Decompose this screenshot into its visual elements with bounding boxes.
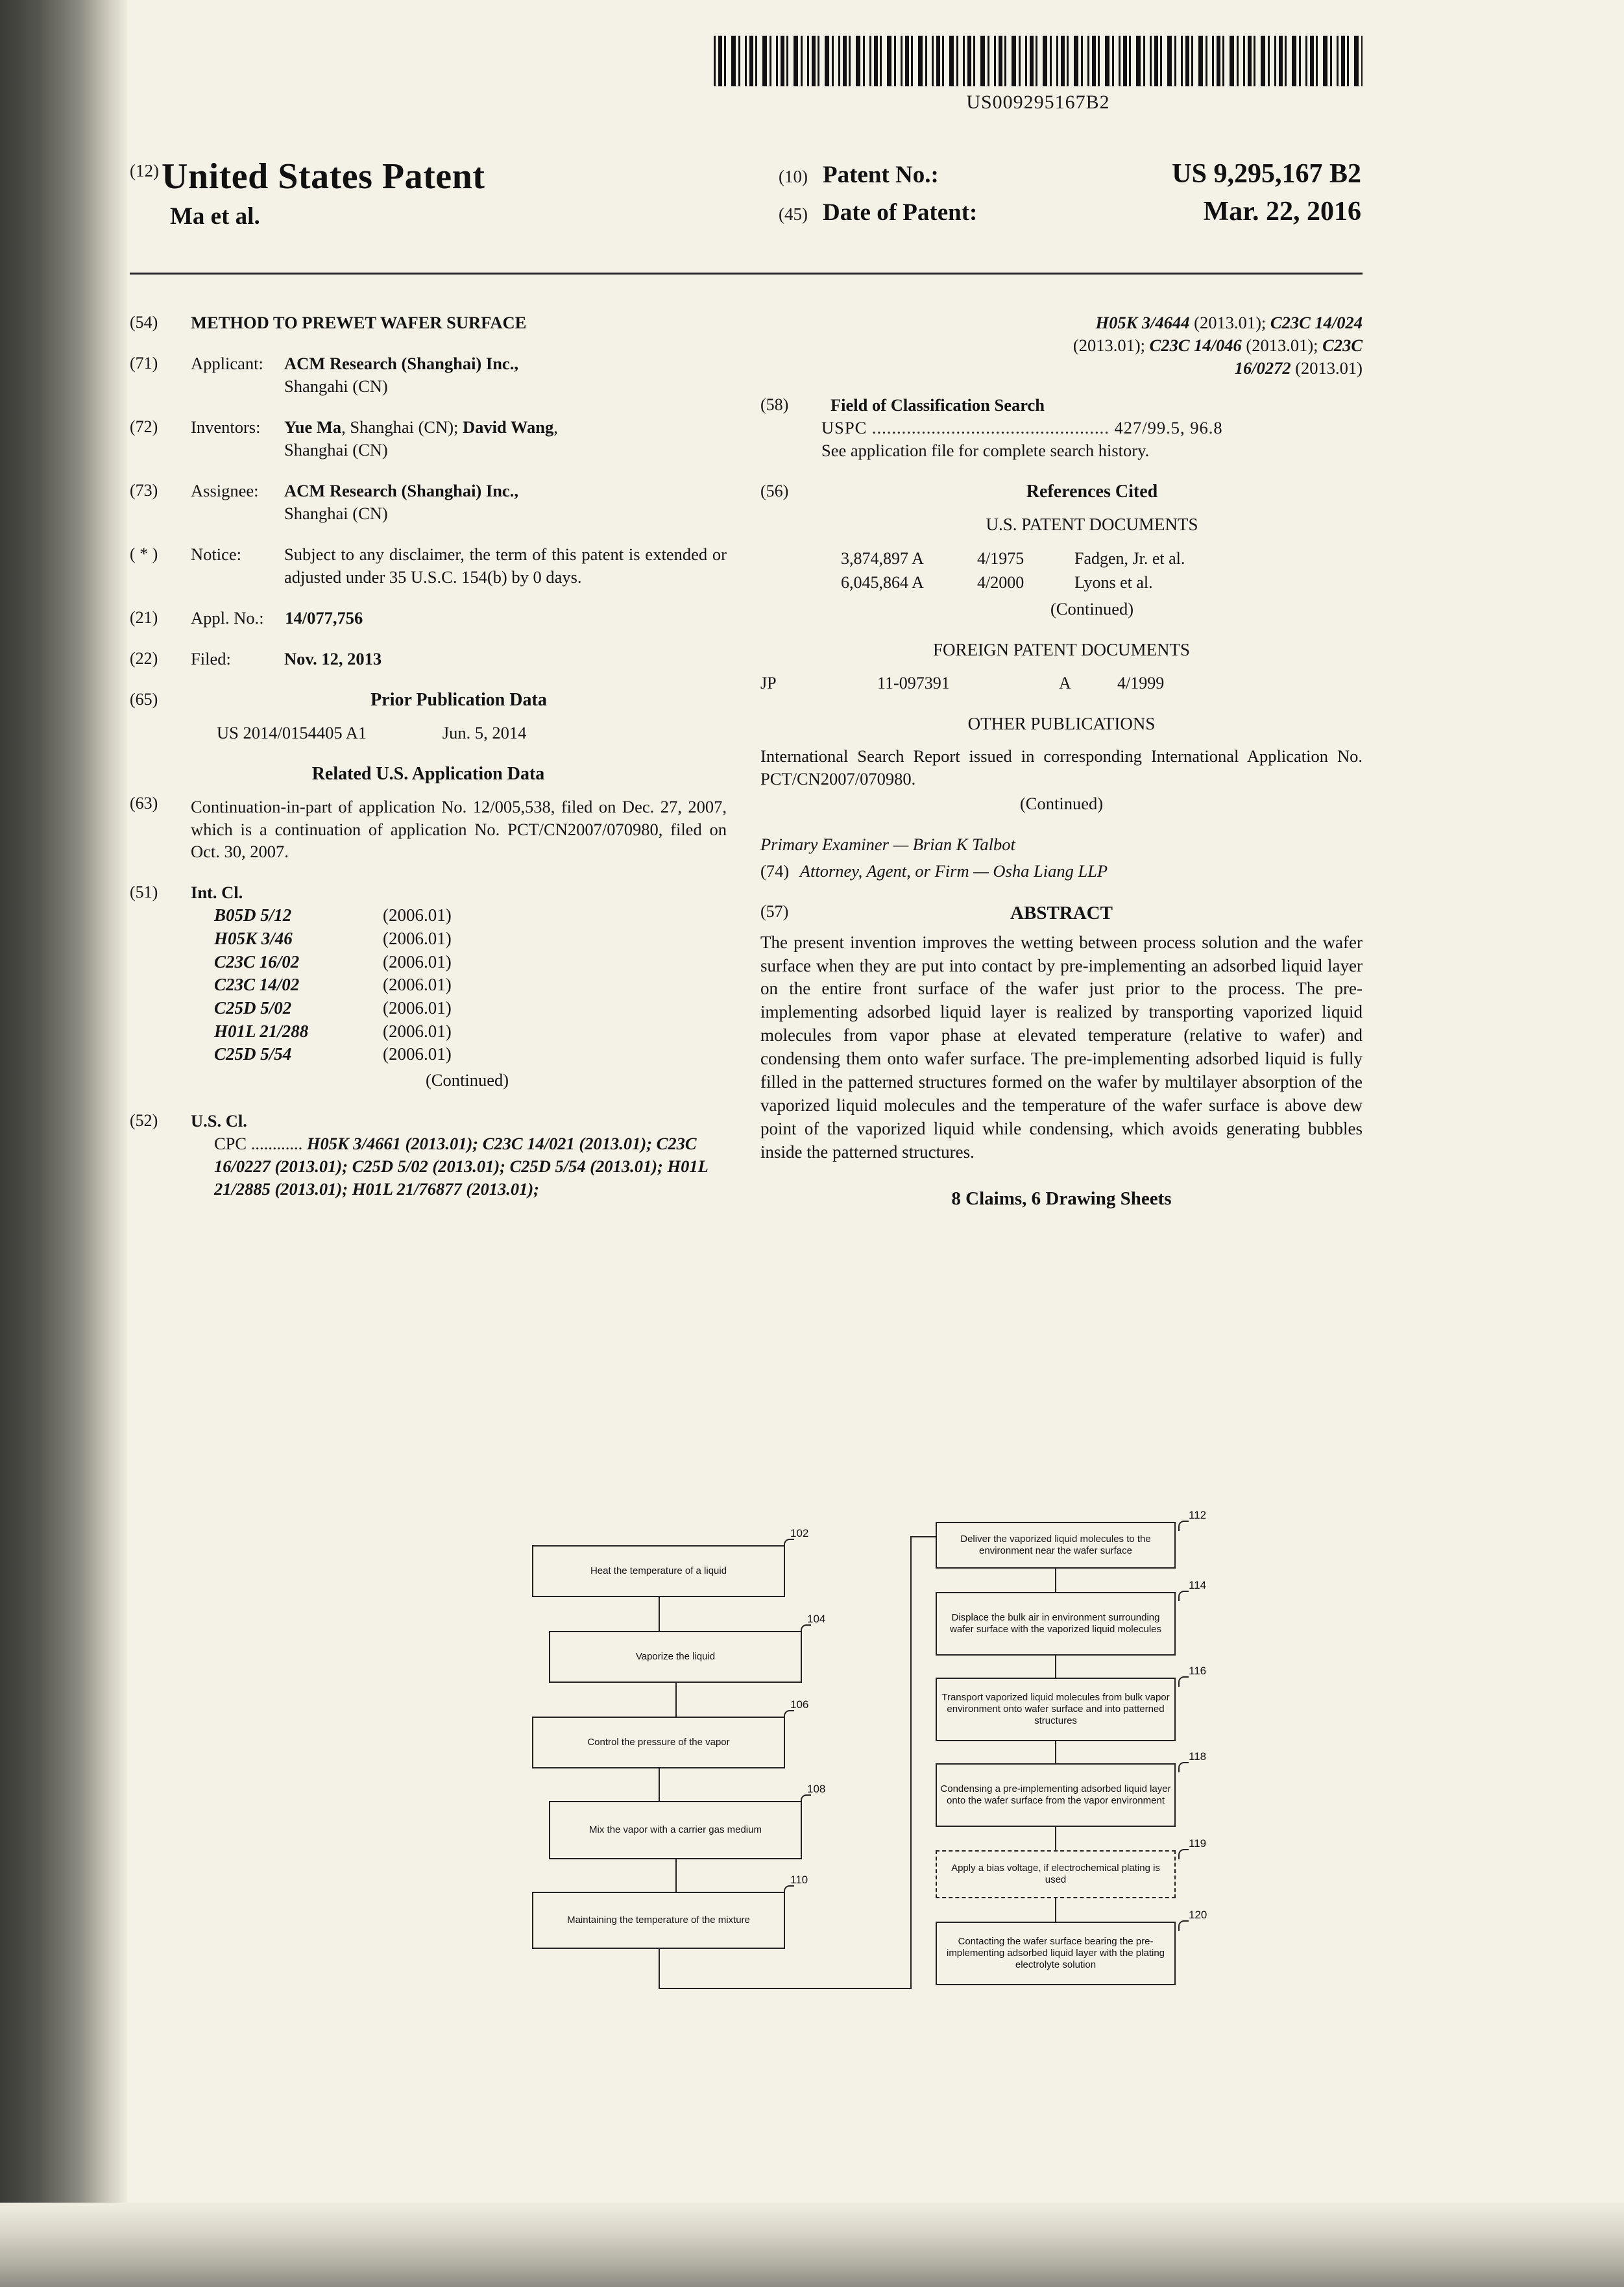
cpc-code-2: C23C 14/024 xyxy=(1270,313,1363,332)
field-assignee xyxy=(130,480,727,525)
flow-box-110: Maintaining the temperature of the mixture xyxy=(532,1892,785,1949)
reference-date: 4/1975 xyxy=(977,549,1024,569)
header-right xyxy=(779,158,1363,234)
patent-number-tag: (10) xyxy=(779,167,808,186)
references-cited xyxy=(760,480,1363,620)
flow-connector xyxy=(1055,1898,1056,1922)
cpc-code-4: C23C xyxy=(1322,335,1363,355)
flow-label-108: 108 xyxy=(807,1783,826,1795)
scan-edge-left xyxy=(0,0,127,2287)
field-notice-tag: ( * ) xyxy=(130,544,158,563)
foreign-heading: FOREIGN PATENT DOCUMENTS xyxy=(932,639,1191,659)
us-cl-label: U.S. Cl. xyxy=(191,1110,247,1131)
left-column xyxy=(130,312,727,1219)
applicant-name: ACM Research (Shanghai) Inc., xyxy=(284,353,518,373)
field-prior-publication xyxy=(130,689,727,744)
field-applicant xyxy=(130,352,727,398)
reference-number: 3,874,897 A xyxy=(841,549,924,569)
other-pubs-heading: OTHER PUBLICATIONS xyxy=(967,713,1156,733)
flow-label-112: 112 xyxy=(1189,1509,1207,1521)
inventor-name-2: David Wang xyxy=(463,417,554,437)
barcode-number: US009295167B2 xyxy=(966,92,1110,113)
int-cl-year: (2006.01) xyxy=(383,929,452,949)
field-inventors-label: Inventors: xyxy=(191,417,261,437)
field-int-cl xyxy=(130,881,727,1091)
flowchart-figure xyxy=(532,1509,1220,2028)
flow-label-119: 119 xyxy=(1189,1837,1207,1850)
foreign-row xyxy=(760,672,1363,694)
prior-line xyxy=(217,722,727,744)
int-cl-year: (2006.01) xyxy=(383,951,452,972)
inventor-sep-2: , xyxy=(553,417,558,437)
cpc-continuation xyxy=(760,312,1363,380)
refs-tag: (56) xyxy=(760,481,789,500)
field-title-tag: (54) xyxy=(130,313,158,332)
reference-row xyxy=(841,548,1363,570)
foreign-country: JP xyxy=(760,673,777,692)
header-tag-12: (12) xyxy=(130,161,159,180)
int-cl-row xyxy=(214,997,727,1020)
field-filed xyxy=(130,648,727,670)
abstract-heading: ABSTRACT xyxy=(1010,903,1113,924)
flow-leader-119 xyxy=(1178,1849,1189,1859)
page-title: United States Patent xyxy=(161,156,485,197)
reference-row xyxy=(841,572,1363,594)
patent-number-label: Patent No.: xyxy=(823,162,939,188)
claims-sheets-line: 8 Claims, 6 Drawing Sheets xyxy=(951,1188,1172,1209)
cpc-cont-line-1 xyxy=(760,312,1363,334)
inventor-line-2: Shanghai (CN) xyxy=(284,439,388,459)
field-applicant-tag: (71) xyxy=(130,353,158,373)
inventor-line-1 xyxy=(284,416,727,439)
us-docs-heading: U.S. PATENT DOCUMENTS xyxy=(986,514,1198,534)
flow-leader-102 xyxy=(784,1539,794,1549)
fos-tag: (58) xyxy=(760,395,789,414)
header-left xyxy=(130,156,746,230)
flow-label-116: 116 xyxy=(1189,1665,1207,1677)
prior-block xyxy=(191,689,727,744)
flow-label-114: 114 xyxy=(1189,1579,1207,1591)
flow-leader-114 xyxy=(1178,1591,1189,1601)
field-int-cl-tag: (51) xyxy=(130,883,158,902)
int-cl-row xyxy=(214,927,727,951)
field-appl-no-tag: (21) xyxy=(130,607,158,627)
inventor-sep-1: , Shanghai (CN); xyxy=(341,417,463,437)
primary-examiner: Primary Examiner — Brian K Talbot xyxy=(760,835,1015,855)
field-filed-label: Filed: xyxy=(191,648,231,668)
refs-heading: References Cited xyxy=(1026,481,1158,502)
flow-connector xyxy=(1055,1656,1056,1678)
patent-date-row xyxy=(779,196,1363,227)
int-cl-code: C25D 5/02 xyxy=(214,997,292,1018)
field-title xyxy=(130,312,727,334)
int-cl-code: H01L 21/288 xyxy=(214,1021,309,1041)
cpc-year-1: (2013.01); xyxy=(1189,313,1270,332)
examiner-block xyxy=(760,833,1363,883)
reference-number: 6,045,864 A xyxy=(841,572,924,592)
int-cl-code: C23C 14/02 xyxy=(214,975,300,995)
flow-leader-106 xyxy=(784,1710,794,1720)
us-docs-continued: (Continued) xyxy=(1050,599,1134,619)
fos-uspc: USPC ................................................ 427/99.5, 96.8 xyxy=(821,417,1223,437)
flow-box-108: Mix the vapor with a carrier gas medium xyxy=(549,1801,802,1859)
flow-box-120: Contacting the wafer surface bearing the pre-implementing adsorbed liquid layer with the plating electrolyte solution xyxy=(936,1922,1176,1985)
int-cl-rows xyxy=(130,904,727,1066)
flow-connector xyxy=(675,1859,677,1892)
int-cl-year: (2006.01) xyxy=(383,1044,452,1064)
cpc-code-1: H05K 3/4644 xyxy=(1095,313,1190,332)
prior-pub-date: Jun. 5, 2014 xyxy=(442,722,527,742)
int-cl-row xyxy=(214,1043,727,1066)
appl-no-label: Appl. No.: xyxy=(191,607,264,628)
flow-leader-120 xyxy=(1178,1920,1189,1931)
notice-text: Subject to any disclaimer, the term of this patent is extended or adjusted under 35 U.S.C. 154(b) by 0 days. xyxy=(284,544,727,587)
flow-box-102: Heat the temperature of a liquid xyxy=(532,1545,785,1597)
int-cl-row xyxy=(214,1020,727,1044)
right-column xyxy=(760,312,1363,1229)
flow-box-106: Control the pressure of the vapor xyxy=(532,1717,785,1768)
other-pubs-text: International Search Report issued in corresponding International Application No. PCT/CN2007/070980. xyxy=(760,746,1363,789)
abstract-block xyxy=(760,901,1363,1211)
flow-connector xyxy=(675,1683,677,1717)
flow-connector xyxy=(659,1949,660,1989)
foreign-number: 11-097391 xyxy=(877,673,950,692)
us-cl-body xyxy=(214,1132,727,1201)
patent-number-value: US 9,295,167 B2 xyxy=(1172,159,1361,189)
related-text: Continuation-in-part of application No. 12/005,538, filed on Dec. 27, 2007, which is a continuation of application No. PCT/CN2007/070980, filed on Oct. 30, 2007. xyxy=(191,796,727,862)
foreign-patent-documents xyxy=(760,639,1363,694)
int-cl-code: B05D 5/12 xyxy=(214,905,292,925)
barcode-icon xyxy=(714,36,1363,86)
reference-assignee: Lyons et al. xyxy=(1074,572,1153,592)
cpc-code-5: 16/0272 xyxy=(1234,358,1291,378)
related-heading: Related U.S. Application Data xyxy=(311,763,545,784)
patent-date-label: Date of Patent: xyxy=(823,199,978,226)
assignee-name: ACM Research (Shanghai) Inc., xyxy=(284,480,518,500)
related-app-data xyxy=(130,763,727,864)
inventor-short: Ma et al. xyxy=(170,203,260,230)
other-publications xyxy=(760,713,1363,816)
patent-number-row xyxy=(779,158,1363,190)
us-cl-cpc-prefix: CPC ............ xyxy=(214,1133,303,1153)
fos-body xyxy=(821,394,1363,462)
appl-no-line xyxy=(191,607,727,630)
reference-assignee: Fadgen, Jr. et al. xyxy=(1074,549,1185,569)
flow-box-118: Condensing a pre-implementing adsorbed liquid layer onto the wafer surface from the vapor environment xyxy=(936,1763,1176,1827)
flow-connector xyxy=(910,1536,912,1989)
int-cl-year: (2006.01) xyxy=(383,905,452,925)
flow-leader-104 xyxy=(801,1624,811,1635)
flow-label-118: 118 xyxy=(1189,1750,1207,1763)
related-tag: (63) xyxy=(130,793,158,813)
patent-date-value: Mar. 22, 2016 xyxy=(1203,197,1361,226)
inventor-name-1: Yue Ma xyxy=(284,417,342,437)
int-cl-year: (2006.01) xyxy=(383,975,452,995)
field-us-cl-tag: (52) xyxy=(130,1110,158,1130)
flow-leader-108 xyxy=(801,1794,811,1805)
int-cl-continued: (Continued) xyxy=(425,1070,509,1090)
flow-connector xyxy=(1055,1569,1056,1592)
cpc-year-3: (2013.01); xyxy=(1241,335,1323,355)
cpc-year-2: (2013.01); xyxy=(1073,335,1150,355)
int-cl-row xyxy=(214,973,727,997)
barcode-block xyxy=(714,36,1363,114)
foreign-date: 4/1999 xyxy=(1117,673,1165,692)
attorney-line xyxy=(760,860,1363,883)
prior-heading: Prior Publication Data xyxy=(370,689,547,710)
applicant-lines xyxy=(284,352,727,398)
flow-leader-110 xyxy=(784,1885,794,1896)
flow-connector xyxy=(659,1768,660,1801)
flow-leader-116 xyxy=(1178,1676,1189,1687)
abstract-text: The present invention improves the wetting between process solution and the wafer surface when they are put into contact by pre-implementing an adsorbed liquid layer on the entire front surface of the wafer just prior to the process. The pre-implementing adsorbed liquid layer is realized by transporting vaporized liquid molecules from vapor phase at elevated temperature (relative to wafer) and condensing them onto wafer surface. The pre-implementing adsorbed liquid is fully filled in the patterned structures formed on the wafer by multilayer absorption of the vaporized liquid molecules and the temperature of the wafer surface is above dew point of the vaporized liquid while condensing, which avoids generating bubbles inside the patterned structures. xyxy=(760,932,1363,1162)
foreign-kind: A xyxy=(1059,673,1071,692)
field-us-cl xyxy=(130,1110,727,1201)
field-notice xyxy=(130,543,727,589)
flow-label-104: 104 xyxy=(807,1613,826,1625)
title-line xyxy=(130,156,746,197)
flow-box-114: Displace the bulk air in environment surrounding wafer surface with the vaporized liquid molecules xyxy=(936,1592,1176,1656)
int-cl-code: C25D 5/54 xyxy=(214,1044,292,1064)
assignee-city: Shanghai (CN) xyxy=(284,503,388,523)
int-cl-year: (2006.01) xyxy=(383,997,452,1018)
cpc-cont-line-3 xyxy=(760,357,1363,380)
us-cl-codes: H05K 3/4661 (2013.01); C23C 14/021 (2013.01); C23C 16/0227 (2013.01); C25D 5/02 (2013.01); C25D 5/54 (2013.01); H01L 21/2885 (2013.01); H01L 21/76877 (2013.01); xyxy=(214,1133,708,1199)
reference-date: 4/2000 xyxy=(977,572,1024,592)
flow-box-119: Apply a bias voltage, if electrochemical plating is used xyxy=(936,1850,1176,1898)
int-cl-year: (2006.01) xyxy=(383,1021,452,1041)
attorney-firm: Attorney, Agent, or Firm — Osha Liang LLP xyxy=(799,861,1108,881)
inventor-lines xyxy=(284,416,727,461)
applicant-city: Shangahi (CN) xyxy=(284,376,388,396)
int-cl-row xyxy=(214,904,727,927)
refs-body xyxy=(821,480,1363,620)
int-cl-code: H05K 3/46 xyxy=(214,929,293,949)
int-cl-row xyxy=(214,951,727,974)
field-assignee-label: Assignee: xyxy=(191,480,259,500)
prior-pub-number: US 2014/0154405 A1 xyxy=(217,722,367,742)
attorney-tag: (74) xyxy=(760,861,790,881)
field-assignee-tag: (73) xyxy=(130,480,158,500)
field-filed-tag: (22) xyxy=(130,648,158,668)
field-notice-label: Notice: xyxy=(191,544,241,564)
appl-no-value: 14/077,756 xyxy=(285,607,363,628)
other-pubs-continued: (Continued) xyxy=(1019,794,1104,814)
fos-label: Field of Classification Search xyxy=(830,395,1045,415)
flow-connector xyxy=(659,1597,660,1631)
flow-label-120: 120 xyxy=(1189,1909,1207,1921)
int-cl-label: Int. Cl. xyxy=(191,883,243,903)
flow-box-104: Vaporize the liquid xyxy=(549,1631,802,1683)
abstract-tag: (57) xyxy=(760,902,789,922)
flow-label-102: 102 xyxy=(790,1527,809,1539)
cpc-code-3: C23C 14/046 xyxy=(1149,335,1242,355)
field-appl-no xyxy=(130,607,727,630)
fos-see-file: See application file for complete search history. xyxy=(821,440,1150,460)
scan-edge-bottom xyxy=(0,2203,1624,2287)
cpc-year-4: (2013.01) xyxy=(1291,358,1363,378)
flow-box-112: Deliver the vaporized liquid molecules to the environment near the wafer surface xyxy=(936,1522,1176,1569)
field-inventors-tag: (72) xyxy=(130,417,158,436)
flow-connector xyxy=(1055,1741,1056,1763)
flow-connector xyxy=(659,1988,912,1989)
flow-label-110: 110 xyxy=(790,1874,808,1886)
flow-leader-112 xyxy=(1178,1521,1189,1531)
field-inventors xyxy=(130,416,727,461)
flow-leader-118 xyxy=(1178,1762,1189,1772)
assignee-lines xyxy=(284,480,727,525)
int-cl-code: C23C 16/02 xyxy=(214,951,300,972)
flow-box-116: Transport vaporized liquid molecules from bulk vapor environment onto wafer surface and into patterned structures xyxy=(936,1678,1176,1741)
field-applicant-label: Applicant: xyxy=(191,353,263,373)
flow-label-106: 106 xyxy=(790,1698,809,1711)
field-of-search xyxy=(760,394,1363,462)
flow-connector xyxy=(1055,1827,1056,1850)
flow-connector xyxy=(910,1536,936,1537)
filed-value: Nov. 12, 2013 xyxy=(284,648,382,668)
cpc-cont-line-2 xyxy=(760,334,1363,357)
patent-date-tag: (45) xyxy=(779,204,808,224)
field-prior-tag: (65) xyxy=(130,689,158,709)
header-divider xyxy=(130,273,1363,275)
invention-title: METHOD TO PREWET WAFER SURFACE xyxy=(191,313,527,332)
